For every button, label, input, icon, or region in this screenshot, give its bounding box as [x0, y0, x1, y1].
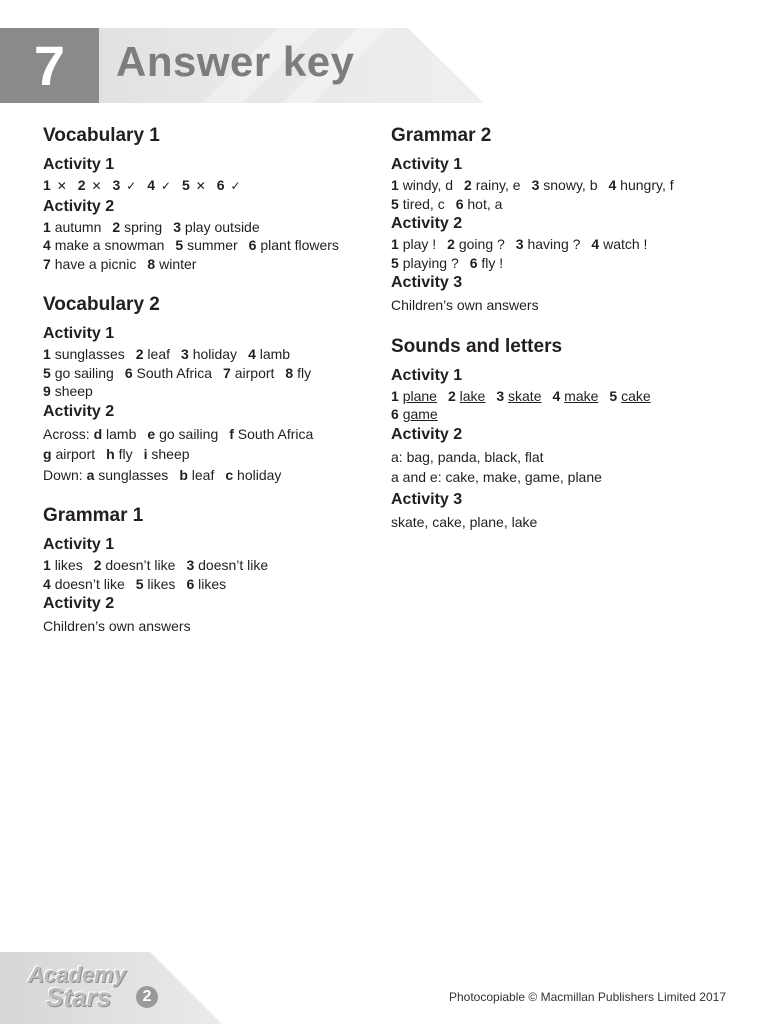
answer-text: doesn’t like: [105, 557, 176, 573]
answer-item: [43, 237, 164, 253]
answer-text: leaf: [191, 466, 215, 483]
answer-item: [147, 426, 218, 442]
answer-item: [391, 255, 459, 271]
answer-text: airport: [234, 364, 275, 381]
cross-icon: ✕: [56, 179, 67, 193]
answer-item: [43, 446, 95, 462]
answer-number: 6: [186, 575, 195, 592]
answer-number: 6: [216, 177, 225, 193]
answer-number: 6: [455, 195, 464, 212]
answer-number: 3: [173, 218, 182, 235]
answer-text: plant flowers: [260, 237, 339, 253]
answer-line: [43, 218, 383, 237]
answer-number: 4: [43, 575, 51, 592]
answer-text: holiday: [237, 466, 282, 483]
check-icon: ✓: [126, 179, 137, 193]
answer-line: [43, 556, 383, 575]
answer-item: [229, 426, 313, 442]
answer-number: 2: [93, 557, 102, 573]
answer-number: 2: [135, 346, 144, 362]
answer-number: 5: [609, 387, 618, 404]
answer-item: [186, 557, 268, 573]
answer-item: [608, 177, 673, 193]
answer-line: [43, 176, 383, 196]
answer-number: 4: [608, 177, 617, 193]
answer-number: b: [179, 466, 188, 483]
answer-text: sunglasses: [98, 466, 169, 483]
answer-item: [144, 446, 190, 462]
answer-number: 3: [531, 177, 540, 193]
answer-text: skate: [508, 387, 542, 404]
activity-title: Activity 2: [391, 425, 463, 443]
answer-number: 1: [43, 218, 51, 235]
answer-number: 4: [552, 387, 561, 404]
activity-title: Activity 1: [391, 156, 463, 173]
answer-item: [43, 177, 67, 193]
answer-line: [391, 387, 731, 406]
answer-number: 5: [175, 237, 184, 253]
answer-item: [552, 388, 598, 404]
answer-item: [147, 177, 171, 193]
answer-item: [136, 576, 176, 592]
answer-item: [391, 177, 453, 193]
answer-number: 1: [391, 387, 399, 404]
answer-text: skate, cake, plane, lake: [391, 513, 538, 530]
cross-icon: ✕: [91, 179, 102, 193]
answer-line: [43, 425, 383, 444]
answer-text: likes: [147, 575, 176, 592]
answer-text: airport: [55, 446, 96, 462]
answer-item: [609, 388, 650, 404]
answer-text: fly: [118, 446, 133, 462]
answer-text: autumn: [54, 218, 102, 235]
answer-item: [249, 237, 339, 253]
answer-line: [43, 445, 383, 464]
answer-item: [43, 346, 125, 362]
answer-text: lamb: [259, 346, 291, 362]
answer-number: 5: [135, 575, 144, 592]
answer-number: 7: [43, 255, 51, 272]
answer-section: [391, 335, 731, 532]
answer-text: go sailing: [159, 425, 219, 442]
answer-text: lake: [459, 387, 486, 404]
answer-text: South Africa: [237, 425, 314, 442]
activity-title: Activity 2: [391, 215, 463, 232]
answer-number: h: [106, 446, 115, 462]
answer-number: 2: [464, 177, 472, 193]
answer-line: [43, 255, 383, 274]
answer-text: holiday: [192, 346, 238, 362]
activity-title: Activity 1: [391, 366, 463, 384]
activity-title: Activity 1: [43, 536, 115, 553]
answer-line: [391, 468, 731, 487]
answer-number: 9: [43, 383, 51, 399]
answer-text: snowy, b: [543, 177, 598, 193]
answer-number: 3: [181, 346, 189, 362]
answer-number: 1: [43, 177, 51, 193]
answer-item: [181, 346, 237, 362]
answer-text: watch !: [603, 236, 648, 252]
answer-text: leaf: [147, 346, 170, 362]
answer-number: 6: [391, 406, 399, 422]
cross-icon: ✕: [195, 179, 206, 193]
answer-line: [43, 364, 383, 383]
answer-item: [43, 383, 93, 399]
answer-number: 1: [43, 557, 51, 573]
answer-number: 4: [591, 236, 600, 252]
answer-number: 6: [248, 237, 257, 253]
answer-item: [136, 346, 170, 362]
answer-number: 3: [515, 236, 524, 252]
answer-text: Children’s own answers: [391, 297, 539, 313]
answer-text: windy, d: [402, 177, 454, 193]
answer-number: 3: [186, 557, 195, 573]
answer-text: summer: [187, 237, 238, 253]
answer-number: 5: [43, 364, 51, 381]
answer-item: [391, 388, 437, 404]
answer-text: plane: [402, 387, 437, 404]
answer-text: fly !: [481, 254, 504, 271]
answer-item: [43, 576, 125, 592]
answer-number: 3: [112, 177, 121, 193]
answer-section: [43, 293, 383, 484]
answer-line: [391, 405, 731, 424]
answer-text: hot, a: [467, 195, 503, 212]
answer-text: playing ?: [402, 254, 459, 271]
answer-number: 8: [147, 255, 156, 272]
activity-title: Activity 1: [43, 325, 115, 342]
answer-line: [43, 382, 383, 401]
answer-text: sunglasses: [54, 346, 125, 362]
answer-item: [94, 557, 176, 573]
answer-section: [391, 124, 731, 315]
left-column: [43, 124, 383, 656]
right-column: [391, 124, 731, 551]
page-title: Answer key: [116, 38, 355, 85]
activity-title: Activity 3: [391, 490, 463, 508]
answer-number: e: [147, 425, 156, 442]
answer-text: South Africa: [136, 364, 213, 381]
answer-number: 4: [248, 346, 256, 362]
answer-line: [43, 575, 383, 594]
answer-text: a: bag, panda, black, flat: [391, 448, 544, 465]
answer-item: [106, 446, 132, 462]
answer-line: [391, 235, 731, 254]
answer-number: 6: [469, 254, 478, 271]
answer-item: [43, 256, 136, 272]
answer-item: [217, 177, 241, 193]
answer-text: sheep: [54, 383, 93, 399]
answer-item: [447, 236, 505, 252]
answer-item: [43, 365, 114, 381]
answer-number: d: [93, 425, 103, 442]
logo-text-academy: Academy: [28, 962, 126, 987]
answer-number: c: [225, 466, 234, 483]
answer-item: [391, 469, 602, 485]
answer-item: [516, 236, 581, 252]
answer-text: Children’s own answers: [43, 618, 191, 634]
answer-section: [43, 504, 383, 636]
activity-title: Activity 2: [43, 197, 115, 215]
answer-line: [391, 254, 731, 273]
answer-item: [391, 406, 438, 422]
section-title: Vocabulary 2: [43, 294, 160, 315]
answer-item: [223, 365, 274, 381]
answer-item: [391, 236, 436, 252]
answer-text: play outside: [184, 218, 260, 235]
activity-title: Activity 2: [43, 402, 115, 420]
activity-title: Activity 3: [391, 274, 463, 291]
answer-line: [391, 296, 731, 315]
answer-text: play !: [402, 236, 437, 252]
answer-text: spring: [124, 218, 163, 235]
answer-item: [43, 467, 168, 483]
answer-text: make a snowman: [54, 237, 165, 253]
answer-number: a: [86, 466, 95, 483]
answer-number: 8: [285, 364, 294, 381]
answer-item: [470, 255, 503, 271]
activity-title: Activity 2: [43, 595, 115, 612]
answer-direction-label: Down:: [43, 466, 83, 483]
answer-number: 7: [223, 364, 231, 381]
answer-text: going ?: [458, 236, 505, 252]
section-title: Vocabulary 1: [43, 125, 160, 146]
answer-number: 4: [43, 237, 51, 253]
answer-line: [391, 448, 731, 467]
answer-item: [391, 196, 445, 212]
answer-item: [182, 177, 206, 193]
answer-text: have a picnic: [54, 255, 137, 272]
answer-number: 5: [391, 254, 399, 271]
answer-item: [179, 467, 214, 483]
section-title: Grammar 2: [391, 125, 492, 146]
answer-line: [391, 176, 731, 195]
answer-number: 2: [77, 177, 86, 193]
answer-text: hungry, f: [620, 177, 674, 193]
logo-text-stars: Stars: [46, 982, 112, 1012]
answer-item: [448, 388, 485, 404]
answer-number: 5: [391, 195, 399, 212]
answer-item: [391, 514, 537, 530]
answer-item: [456, 196, 503, 212]
answer-number: g: [43, 446, 52, 462]
answer-text: likes: [54, 557, 83, 573]
answer-text: rainy, e: [475, 177, 521, 193]
copyright-notice: Photocopiable © Macmillan Publishers Limited 2017: [449, 990, 726, 1004]
answer-number: f: [229, 425, 234, 442]
answer-number: 1: [391, 177, 399, 193]
answer-text: tired, c: [402, 195, 445, 212]
answer-number: 3: [496, 387, 505, 404]
answer-item: [43, 557, 83, 573]
answer-text: doesn’t like: [198, 557, 269, 573]
answer-text: make: [564, 387, 599, 404]
answer-item: [125, 365, 212, 381]
answer-section: [43, 124, 383, 273]
answer-number: 5: [182, 177, 190, 193]
academy-stars-logo: [24, 962, 164, 1018]
answer-item: [113, 177, 137, 193]
answer-line: [43, 617, 383, 636]
answer-line: [43, 466, 383, 485]
answer-item: [532, 177, 598, 193]
answer-item: [464, 177, 521, 193]
answer-text: likes: [198, 575, 227, 592]
answer-number: 2: [112, 218, 121, 235]
answer-item: [391, 449, 544, 465]
answer-item: [147, 256, 196, 272]
answer-item: [112, 219, 162, 235]
logo-level-badge: 2: [136, 986, 158, 1008]
answer-text: winter: [159, 255, 197, 272]
answer-line: [43, 236, 383, 255]
answer-text: cake: [621, 387, 651, 404]
answer-text: having ?: [527, 236, 581, 252]
answer-text: go sailing: [54, 364, 114, 381]
answer-number: 4: [147, 177, 156, 193]
answer-item: [186, 576, 226, 592]
section-title: Sounds and letters: [391, 335, 563, 357]
answer-line: [391, 513, 731, 532]
answer-number: 2: [447, 236, 455, 252]
answer-item: [496, 388, 541, 404]
answer-number: i: [143, 446, 148, 462]
answer-number: 1: [391, 236, 399, 252]
answer-item: [173, 219, 259, 235]
answer-text: fly: [297, 364, 312, 381]
answer-number: 2: [447, 387, 456, 404]
answer-line: [391, 195, 731, 214]
answer-number: 1: [43, 346, 51, 362]
answer-text: doesn’t like: [54, 575, 125, 592]
answer-text: a and e: cake, make, game, plane: [391, 469, 602, 485]
answer-text: game: [402, 406, 438, 422]
answer-direction-label: Across:: [43, 425, 90, 442]
check-icon: ✓: [230, 179, 241, 193]
answer-item: [285, 365, 311, 381]
answer-item: [391, 297, 539, 313]
answer-line: [43, 345, 383, 364]
check-icon: ✓: [160, 179, 171, 193]
answer-item: [43, 219, 101, 235]
answer-item: [248, 346, 290, 362]
section-title: Grammar 1: [43, 505, 144, 526]
activity-title: Activity 1: [43, 156, 115, 173]
answer-item: [225, 467, 281, 483]
answer-text: lamb: [106, 425, 137, 442]
answer-item: [591, 236, 647, 252]
answer-item: [78, 177, 102, 193]
answer-item: [43, 618, 191, 634]
answer-number: 6: [124, 364, 133, 381]
unit-number: 7: [0, 28, 99, 103]
answer-item: [175, 237, 237, 253]
answer-item: [43, 426, 136, 442]
answer-text: sheep: [151, 446, 190, 462]
